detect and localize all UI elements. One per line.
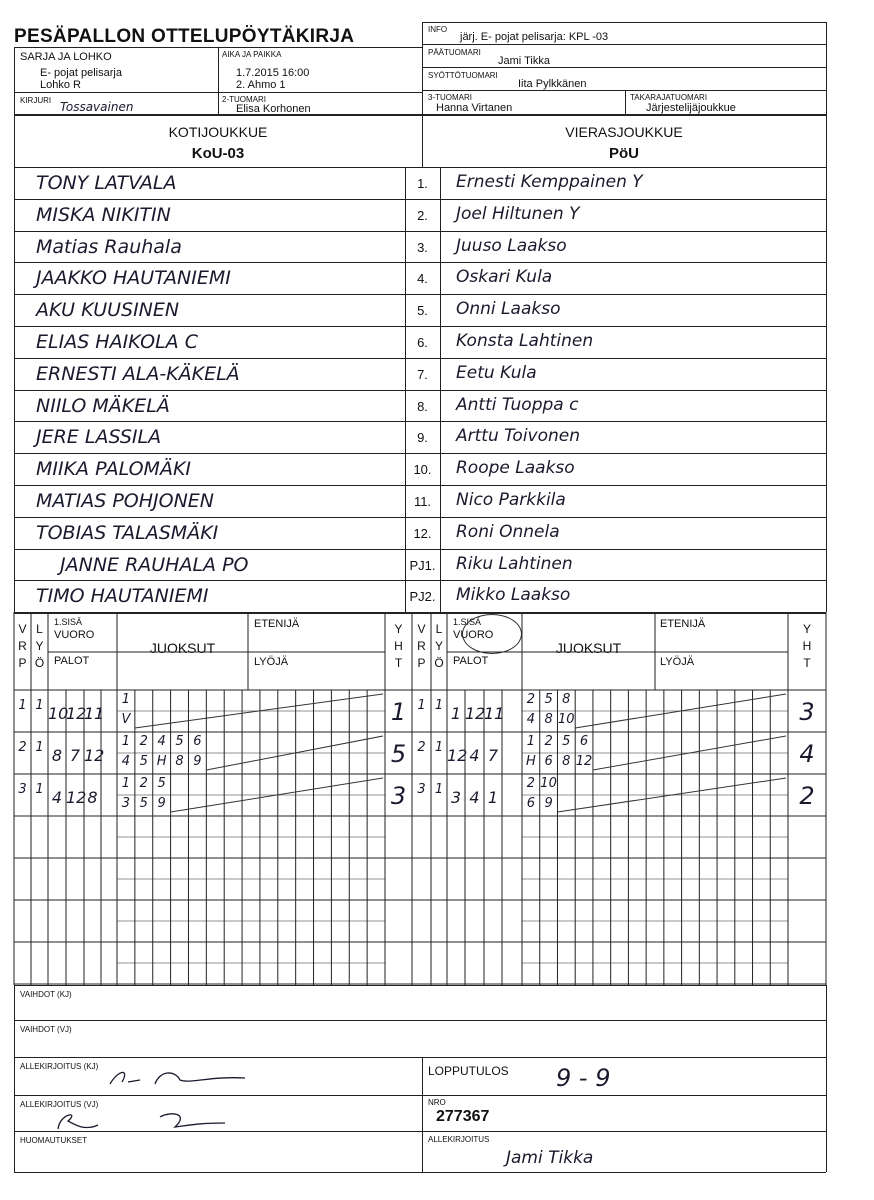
header-ly-letter: Y xyxy=(35,639,44,653)
home-signature xyxy=(100,1062,260,1094)
header-vrp-letter: R xyxy=(18,639,27,653)
player-number: 3. xyxy=(417,239,428,255)
player-number: 2. xyxy=(417,207,428,223)
nro-label: NRO xyxy=(428,1098,446,1107)
away-player-name: Mikko Laakso xyxy=(456,585,571,606)
home-run-top: 2 xyxy=(139,734,148,749)
away-palot-value: 12 xyxy=(447,746,468,765)
home-palot-value: 7 xyxy=(69,746,81,765)
home-player-name: TOBIAS TALASMÄKI xyxy=(36,521,219,544)
away-palot-value: 3 xyxy=(450,788,462,807)
sign-label: ALLEKIRJOITUS xyxy=(428,1135,490,1144)
player-number: 8. xyxy=(417,398,428,414)
away-heading: VIERASJOUKKUE xyxy=(565,124,683,140)
header-ly-letter: Ö xyxy=(434,656,444,670)
away-run-bottom: 10 xyxy=(558,712,575,727)
away-player-name: Roope Laakso xyxy=(456,458,575,479)
result-label: LOPPUTULOS xyxy=(428,1064,509,1078)
away-player-name: Ernesti Kemppainen Y xyxy=(456,172,643,192)
header-yht-letter: Y xyxy=(394,622,403,636)
home-inning-number: 3 xyxy=(18,782,27,797)
umpire2-label: 2-TUOMARI xyxy=(222,95,266,104)
home-run-top: 1 xyxy=(121,776,131,791)
away-run-top: 1 xyxy=(526,734,535,749)
header-vuoro: VUORO xyxy=(54,629,95,641)
player-number: 4. xyxy=(417,271,428,287)
header-yht-letter: H xyxy=(802,639,812,653)
result-value: 9 - 9 xyxy=(556,1064,611,1092)
away-run-top: 2 xyxy=(526,692,535,707)
away-team: PöU xyxy=(609,145,639,162)
header-palot: PALOT xyxy=(54,655,90,667)
header-vrp-letter: P xyxy=(417,656,426,670)
home-player-name: Matias Rauhala xyxy=(36,235,182,258)
home-inning-total: 3 xyxy=(390,782,407,810)
header-first-inning: 1.SISÄ xyxy=(453,617,482,627)
home-run-bottom: 8 xyxy=(175,754,184,769)
away-inning-number: 3 xyxy=(417,782,426,797)
home-run-bottom: V xyxy=(121,712,131,727)
away-inning-total: 2 xyxy=(799,782,815,810)
away-player-name: Konsta Lahtinen xyxy=(456,331,594,351)
sign-value: Jami Tikka xyxy=(506,1148,594,1168)
subs-away-label: VAIHDOT (VJ) xyxy=(20,1025,72,1034)
home-run-top: 5 xyxy=(175,734,184,749)
header-ly-letter: Ö xyxy=(34,656,45,670)
header-ly-letter: Y xyxy=(434,639,443,653)
input-umpire-value: Iita Pylkkänen xyxy=(518,78,587,90)
header-yht-letter: Y xyxy=(802,622,811,636)
player-number: 1. xyxy=(417,176,428,191)
home-ly-value: 1 xyxy=(35,740,44,755)
place-value: 2. Ahmo 1 xyxy=(236,79,286,91)
player-number: 9. xyxy=(417,430,428,446)
player-number: PJ2. xyxy=(409,589,436,605)
away-run-bottom: 9 xyxy=(544,796,553,811)
notes-label: HUOMAUTUKSET xyxy=(20,1136,88,1145)
home-palot-value: 8 xyxy=(51,746,63,765)
home-player-name: TONY LATVALA xyxy=(36,172,177,194)
header-vrp-letter: R xyxy=(417,639,426,653)
away-inning-total: 3 xyxy=(799,698,815,726)
player-number: 5. xyxy=(417,303,428,319)
home-inning-number: 1 xyxy=(18,698,27,713)
home-player-name: JANNE RAUHALA PO xyxy=(60,553,249,576)
home-palot-value: 12 xyxy=(84,746,105,765)
header-lyoja: LYÖJÄ xyxy=(660,656,695,668)
info-label: INFO xyxy=(428,25,448,34)
home-player-name: ELIAS HAIKOLA C xyxy=(36,331,198,353)
away-run-bottom: 6 xyxy=(526,796,535,811)
header-yht-letter: T xyxy=(394,656,403,670)
home-palot-value: 10 xyxy=(48,704,69,723)
away-run-bottom: 8 xyxy=(562,754,571,769)
away-run-top: 10 xyxy=(540,776,557,791)
nro-value: 277367 xyxy=(436,1108,490,1125)
away-ly-value: 1 xyxy=(434,740,444,755)
header-etenija: ETENIJÄ xyxy=(660,618,706,630)
series-line1: E- pojat pelisarja xyxy=(40,67,122,79)
home-run-top: 1 xyxy=(121,692,131,707)
home-run-bottom: 4 xyxy=(121,754,131,769)
time-value: 1.7.2015 16:00 xyxy=(236,67,310,79)
player-number: 7. xyxy=(417,366,428,382)
away-player-name: Oskari Kula xyxy=(456,267,553,288)
home-player-name: MATIAS POHJONEN xyxy=(36,490,215,512)
player-number: PJ1. xyxy=(409,557,436,573)
header-vrp-letter: P xyxy=(18,656,27,670)
away-player-name: Onni Laakso xyxy=(456,299,561,320)
header-ly-letter: L xyxy=(435,622,443,636)
home-inning-total: 5 xyxy=(390,740,407,768)
away-inning-total: 4 xyxy=(799,740,815,768)
home-run-bottom: 5 xyxy=(139,796,148,811)
away-run-top: 5 xyxy=(544,692,553,707)
player-number: 10. xyxy=(413,462,432,478)
header-ly-letter: L xyxy=(36,622,43,636)
away-palot-value: 4 xyxy=(469,746,480,765)
away-run-bottom: 6 xyxy=(544,754,553,769)
away-run-top: 5 xyxy=(562,734,571,749)
header-etenija: ETENIJÄ xyxy=(254,618,300,630)
away-palot-value: 1 xyxy=(487,788,499,807)
back-umpire-value: Järjestelijäjoukkue xyxy=(646,102,736,114)
home-palot-value: 8 xyxy=(87,788,98,807)
sign-away-label: ALLEKIRJOITUS (VJ) xyxy=(20,1100,99,1109)
away-run-top: 2 xyxy=(526,776,535,791)
page-title: PESÄPALLON OTTELUPÖYTÄKIRJA xyxy=(14,26,355,47)
info-value: järj. E- pojat pelisarja: KPL -03 xyxy=(460,31,609,43)
away-palot-value: 1 xyxy=(450,704,462,723)
home-run-top: 2 xyxy=(139,776,148,791)
header-palot: PALOT xyxy=(453,655,489,667)
home-run-bottom: 5 xyxy=(139,754,148,769)
home-run-top: 4 xyxy=(157,734,166,749)
away-palot-value: 4 xyxy=(469,788,480,807)
home-player-name: JAAKKO HAUTANIEMI xyxy=(36,267,231,290)
header-yht-letter: T xyxy=(803,656,811,670)
away-player-name: Roni Onnela xyxy=(456,521,560,542)
player-number: 11. xyxy=(413,494,432,509)
home-palot-value: 4 xyxy=(51,788,63,807)
away-run-bottom: 8 xyxy=(544,712,553,727)
away-player-name: Juuso Laakso xyxy=(456,235,567,256)
series-line2: Lohko R xyxy=(40,79,81,91)
home-run-bottom: 9 xyxy=(193,754,202,769)
away-inning-number: 1 xyxy=(417,698,426,713)
input-umpire-label: SYÖTTÖTUOMARI xyxy=(428,71,498,80)
home-palot-value: 12 xyxy=(66,704,87,723)
header-juoksut: JUOKSUT xyxy=(555,640,622,656)
home-palot-value: 11 xyxy=(84,704,105,723)
away-player-name: Eetu Kula xyxy=(456,362,537,383)
away-run-top: 6 xyxy=(579,734,589,749)
head-umpire-value: Jami Tikka xyxy=(498,55,550,67)
player-number: 6. xyxy=(417,335,428,350)
header-vuoro: VUORO xyxy=(453,629,494,641)
home-ly-value: 1 xyxy=(35,782,44,797)
away-player-name: Joel Hiltunen Y xyxy=(456,203,580,224)
away-player-name: Antti Tuoppa c xyxy=(456,394,579,415)
home-player-name: TIMO HAUTANIEMI xyxy=(36,585,209,608)
home-heading: KOTIJOUKKUE xyxy=(168,124,268,140)
home-run-bottom: 9 xyxy=(157,796,166,811)
home-player-name: MISKA NIKITIN xyxy=(36,203,171,226)
away-palot-value: 7 xyxy=(487,746,499,765)
umpire3-label: 3-TUOMARI xyxy=(428,93,472,102)
home-run-top: 5 xyxy=(157,776,166,791)
home-ly-value: 1 xyxy=(35,698,44,713)
away-player-name: Nico Parkkila xyxy=(456,490,566,510)
home-player-name: AKU KUUSINEN xyxy=(36,299,180,322)
home-inning-number: 2 xyxy=(18,740,27,755)
away-run-top: 8 xyxy=(562,692,571,707)
umpire3-value: Hanna Virtanen xyxy=(436,102,513,114)
header-lyoja: LYÖJÄ xyxy=(254,656,289,668)
home-player-name: JERE LASSILA xyxy=(36,426,162,449)
back-umpire-label: TAKARAJATUOMARI xyxy=(630,93,708,102)
away-player-name: Arttu Toivonen xyxy=(456,426,581,447)
subs-home-label: VAIHDOT (KJ) xyxy=(20,990,72,999)
home-run-bottom: 3 xyxy=(121,796,131,811)
scorer-label: KIRJURI xyxy=(20,96,52,105)
home-player-name: MIIKA PALOMÄKI xyxy=(36,458,192,481)
away-palot-value: 11 xyxy=(484,704,505,723)
away-palot-value: 12 xyxy=(465,704,486,723)
away-ly-value: 1 xyxy=(434,782,444,797)
home-team: KoU-03 xyxy=(191,145,245,162)
away-ly-value: 1 xyxy=(434,698,444,713)
umpire2-value: Elisa Korhonen xyxy=(236,103,311,115)
home-player-name: NIILO MÄKELÄ xyxy=(36,394,170,417)
home-run-bottom: H xyxy=(156,754,167,769)
away-signature xyxy=(50,1105,240,1135)
home-inning-total: 1 xyxy=(390,698,407,726)
header-first-inning: 1.SISÄ xyxy=(54,617,83,627)
away-run-bottom: 4 xyxy=(526,712,535,727)
home-palot-value: 12 xyxy=(66,788,87,807)
header-vrp-letter: V xyxy=(417,622,426,636)
head-umpire-label: PÄÄTUOMARI xyxy=(428,48,481,57)
series-label: SARJA JA LOHKO xyxy=(20,51,112,63)
scorer-value: Tossavainen xyxy=(60,100,134,114)
away-inning-number: 2 xyxy=(417,740,426,755)
time-place-label: AIKA JA PAIKKA xyxy=(222,50,282,59)
sign-home-label: ALLEKIRJOITUS (KJ) xyxy=(20,1062,99,1071)
home-run-top: 1 xyxy=(121,734,131,749)
header-juoksut: JUOKSUT xyxy=(149,640,216,656)
home-run-top: 6 xyxy=(193,734,202,749)
away-run-top: 2 xyxy=(544,734,553,749)
header-vrp-letter: V xyxy=(18,622,27,636)
away-player-name: Riku Lahtinen xyxy=(456,553,573,574)
player-number: 12. xyxy=(413,525,432,541)
away-run-bottom: H xyxy=(525,754,536,769)
home-player-name: ERNESTI ALA-KÄKELÄ xyxy=(36,362,240,385)
header-yht-letter: H xyxy=(394,639,403,653)
away-run-bottom: 12 xyxy=(575,754,593,769)
